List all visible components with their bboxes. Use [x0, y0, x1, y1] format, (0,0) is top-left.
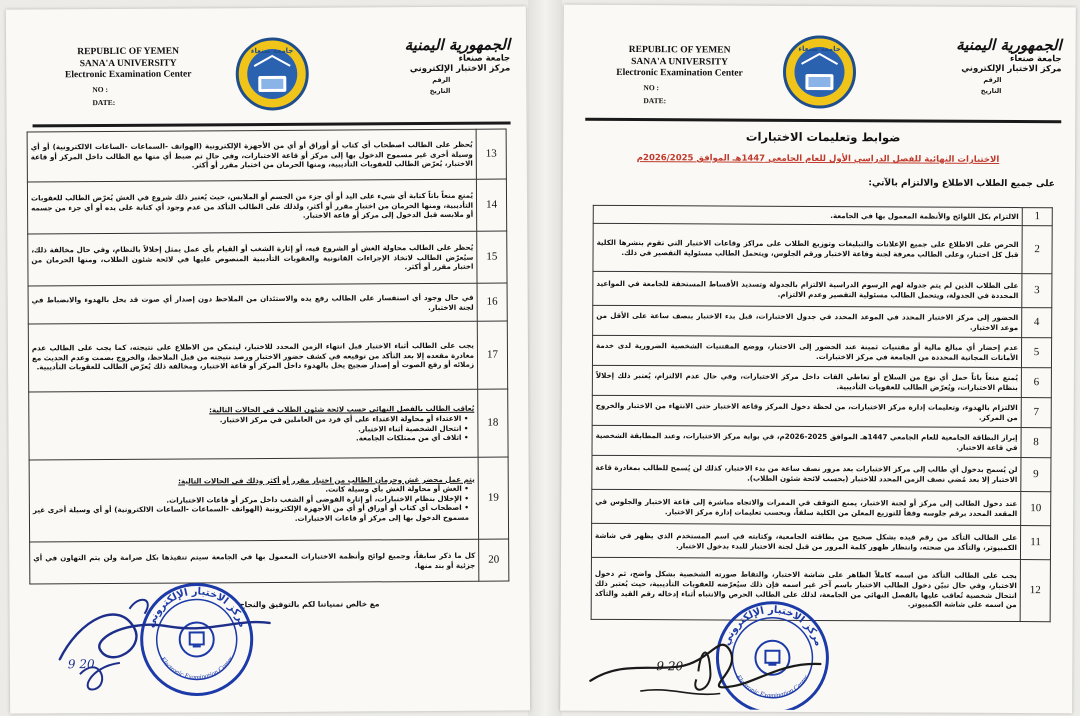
english-header: [609, 45, 749, 107]
rule-number: 8: [1021, 428, 1051, 458]
table-row: [28, 231, 507, 286]
en-center: Electronic Examination Center: [64, 69, 192, 81]
rule-text: إبراز البطاقة الجامعية للعام الجامعي 1447هـ الموافق 2025-2026م، في بوابة مركز الاختبارات، وعند المطابقة الشخصية في قاعة الاختبار.: [592, 425, 1021, 457]
table-row: [593, 271, 1052, 307]
document-title: ضوابط وتعليمات الاختبارات: [745, 129, 901, 145]
table-row: [27, 129, 506, 182]
ar-republic: الجمهورية اليمنية: [956, 35, 1062, 55]
rule-number: 11: [1020, 526, 1050, 560]
ar-number-label: الرقم: [432, 75, 451, 84]
rule-text: لن يُسمح بدخول أي طالب إلى مركز الاختبارات بعد مرور نصف ساعة من بدء الاختبار، كذلك لن يُسمح للطالب بمغادرة قاعة الاختبار إلا بعد مُضي نصف الزمن المحدد للاختبار (بحسب لائحة شئون الطلاب).: [592, 455, 1021, 491]
rule-number: 14: [476, 179, 506, 231]
document-page-right: [560, 5, 1076, 714]
rule-number: 3: [1022, 274, 1052, 308]
rule-number: 9: [1021, 458, 1051, 492]
logo-text: جامعة صنعاء: [798, 44, 841, 54]
list-item: • الإخلال بنظام الاختبارات، أو إثارة الفوضى أو الشغب داخل مركز أو قاعات الاختبارات.: [33, 493, 469, 505]
rule-number: 7: [1021, 398, 1051, 428]
rule-number: 15: [477, 231, 507, 283]
stamp-arabic: مركز الاختبار الإلكتروني: [721, 604, 824, 648]
rule-heading: يُعاقب الطالب بالفصل النهائي حسب لائحة شئون الطلاب في الحالات التالية:: [209, 404, 475, 415]
university-logo: [234, 36, 310, 116]
rule-text: يُحظر على الطالب محاولة الغش أو الشروع فيه، أو إثارة الشغب أو القيام بأي عمل يمثل إخلالاً بالنظام، وفي حال مخالفة ذلك، سيُعرّض الطالب لاتخاذ الإجراءات القانونية والعقوبات التأديبية المنصوص عليها في لائحة شئون الطلاب، ومنها الحرمان من اختبار مقرر أو أكثر.: [28, 231, 477, 286]
rule-text: يجب على الطالب التأكد من اسمه كاملاً الظاهر على شاشة الاختبار، والتقاط صورته الشخصية بشكل واضح، ثم دخول الاختبار، وفي حال تبيّن دخول الطالب الاختبار باسم آخر غير اسمه فإن ذلك سيُعرّضه للعقوبات التأديبية، حيث يُعتبر ذلك انتحال شخصية تُعاقب عليها بالفصل النهائي من الجامعة، لذلك على الطالب الحرص والانتباه أثناء إدخاله رقم القيد والتأكد من اسمه على شاشة الكمبيوتر.: [591, 557, 1020, 621]
closing-text: مع خالص تمنياتنا لكم بالتوفيق والنجاح: [239, 599, 380, 610]
ar-date-label: التاريخ: [429, 86, 451, 96]
list-item: • الاعتداء أو محاولة الاعتداء على أي فرد من العاملين في مركز الاختبار.: [32, 414, 468, 426]
table-row: [592, 395, 1051, 427]
rule-number: 12: [1020, 560, 1050, 622]
table-row: [30, 539, 509, 584]
rule-text: على الطالب التأكد من رقم قيده بشكل صحيح من بطاقته الجامعية، وكتابته في اسم المستخدم الذي يظهر في شاشة الكمبيوتر، والتأكد من صحته، وانتظار ظهور كلمة المرور من قبل لجنة الاختبار للبدء بدخول الاختبار.: [591, 523, 1020, 559]
list-item: • انتحال الشخصية أثناء الاختبار.: [32, 423, 468, 435]
rule-number: 20: [479, 539, 509, 581]
table-row: [28, 283, 507, 324]
table-row: [592, 455, 1051, 491]
ar-center: مركز الاختبار الإلكتروني: [961, 63, 1062, 75]
table-row: [29, 457, 508, 542]
stamp-english: Electronic Examination Center: [158, 655, 235, 682]
rule-number: 4: [1022, 308, 1052, 338]
signature-left: [39, 588, 290, 700]
en-no-label: NO :: [92, 84, 108, 94]
rule-number: 2: [1022, 226, 1052, 274]
list-item: • اتلاف أي من ممتلكات الجامعة.: [32, 433, 468, 445]
rule-text: يجب على الطالب أثناء الاختبار قبل انتهاء الزمن المحدد للاختبار، ليتمكن من الاطلاع على نتيجته، كما يجب على الطالب عدم مغادرة مقعده إلا بعد التأكد من توقيعه في كشف حضور الاختبار ورصد نتيجته من قبل الملاحظ، والخروج بصمت وعدم الحديث مع زملائه أو رفع الصوت أو إصدار ضجيج يخل بالهدوء داخل المركز أو قاعة الاختبار، ومخالفة ذلك يُعرّض الطالب للعقوبات التأديبية.: [28, 321, 477, 392]
header-rule: [585, 118, 1061, 123]
document-subtitle: الاختبارات النهائية للفصل الدراسي الأول للعام الجامعي 1447هـ الموافق 2026/2025م: [636, 153, 1000, 165]
rule-text: الحضور إلى مركز الاختبار المحدد في الموعد المحدد في جدول الاختبارات، قبل بدء الاختبار بنصف ساعة على الأقل من موعد الاختبار.: [593, 305, 1022, 337]
table-row: [29, 389, 508, 460]
en-country: REPUBLIC OF YEMEN: [628, 45, 731, 56]
rule-text: يُحظر على الطالب اصطحاب أي كتاب أو أوراق أو أي من الأجهزة الإلكترونية (الهواتف -السماعات -الساعات الالكترونية) أو أي وسيلة أخرى غير مسموح الدخول بها إلى مركز أو قاعة الاختبارات، وفي حال تم ضبط أي منها مع الطالب داخل المركز أو قاعة الاختبار، يُعرّض الطالب للعقوبات التأديبية، ومنها الحرمان من اختبار مقرر أو أكثر.: [27, 129, 476, 182]
ar-university: جامعة صنعاء: [1010, 54, 1062, 65]
handwritten-date-right: 9 20: [656, 659, 684, 674]
rule-text-list: [29, 389, 478, 460]
rule-text: كل ما ذكر سابقاً، وجميع لوائح وأنظمة الاختبارات المعمول بها في الجامعة سيتم تنفيذها بكل صرامة ولن يتم التهاون في أي جزئية أو بند منها.: [30, 539, 479, 584]
ar-center: مركز الاختبار الإلكتروني: [409, 63, 511, 75]
logo-text: جامعة صنعاء: [250, 46, 294, 56]
en-university: SANA'A UNIVERSITY: [79, 58, 177, 69]
document-note: على جميع الطلاب الاطلاع والالتزام بالآتي:: [868, 178, 1055, 190]
rule-number: 19: [478, 457, 509, 539]
rule-heading: يتم عمل محضر غش وحرمان الطالب من اختبار مقرر أو أكثر وذلك في الحالات التالية:: [178, 474, 475, 486]
page-gap: [528, 0, 562, 716]
rules-table-right: [591, 205, 1053, 622]
stamp-arabic: مركز الاختبار الإلكتروني: [145, 586, 248, 630]
rule-number: 6: [1021, 368, 1051, 398]
rule-list: [33, 484, 475, 525]
table-row: [593, 223, 1052, 273]
university-logo: [781, 34, 857, 114]
en-country: REPUBLIC OF YEMEN: [77, 46, 179, 58]
rule-text: على الطلاب الذين لم يتم جدولة لهم الرسوم الدراسية الالتزام بالجدولة وتسديد الأقساط المستحقة للجامعة في المواعيد المحددة في الجدولة، ويتحمل الطالب مسئولية التقصير وعدم الالتزام.: [593, 271, 1022, 307]
handwritten-date-left: 9 20: [67, 657, 95, 672]
ar-republic: الجمهورية اليمنية: [404, 35, 511, 55]
rule-text: الحرص على الاطلاع على جميع الإعلانات والتبليغات وتوزيع الطلاب على مراكز وقاعات الاختبار التي تقوم بنشرها الكلية قبل كل اختبار، وعلى الطالب معرفة لجنة وقاعة الاختبار ورقم الجلوس، ويتحمل الطالب مسئولية التقصير في ذلك.: [593, 223, 1022, 273]
rule-number: 17: [477, 321, 507, 389]
rule-text-list: [29, 457, 478, 542]
en-no-label: NO :: [643, 82, 660, 92]
ar-number-label: الرقم: [983, 75, 1002, 84]
ar-date-label: التاريخ: [980, 86, 1002, 95]
rule-text: يُمنع منعاً باتاً كتابة أي شيء على اليد أو أي جزء من الجسم أو الملابس، حيث يُعتبر ذلك شروع في الغش يُعرّض الطالب للعقوبات التأديبية، ومنها الحرمان من اختبار مقرر أو أكثر، ولذلك على الطالب التأكد من عدم وجود أي كتابة على يده أو أي جزء من جسمه أو ملابسه قبل الدخول إلى مركز أو قاعة الاختبار.: [27, 179, 476, 234]
table-row: [592, 425, 1051, 457]
rule-number: 16: [477, 283, 507, 321]
rule-text: يُمنع منعاً باتاً حمل أي نوع من السلاح أو تعاطي القات داخل مركز الاختبارات، وفي حال عدم الالتزام، يُعتبر ذلك إخلالاً بنظام الاختبارات، ويُعرّض الطالب للعقوبات التأديبية.: [592, 365, 1021, 397]
rules-table-left: [27, 129, 510, 585]
rule-text: الالتزام بالهدوء، وتعليمات إدارة مركز الاختبارات، من لحظة دخول المركز وقاعة الاختبار حتى الانتهاء من الاختبار والخروج من المركز.: [592, 395, 1021, 427]
rule-list: [32, 414, 474, 445]
en-date-label: DATE:: [643, 96, 667, 106]
table-row: [592, 335, 1051, 367]
rule-number: 5: [1021, 338, 1051, 368]
list-item: • اصطحاب أي كتاب أو أوراق أو أي من الأجهزة الإلكترونية (الهواتف -السماعات -الساعات الالكترونية) أو أي وسيلة أخرى غير مسموح الدخول بها إلى مركز أو قاعات الاختبارات.: [33, 503, 469, 525]
rule-number: 18: [478, 389, 508, 457]
table-row: [593, 205, 1052, 225]
table-row: [28, 321, 507, 392]
rule-number: 1: [1022, 208, 1052, 226]
en-date-label: DATE:: [92, 97, 116, 108]
en-university: SANA'A UNIVERSITY: [631, 56, 729, 68]
signature-right: [580, 611, 840, 708]
rule-text: في حال وجود أي استفسار على الطالب رفع يده والاستئذان من الملاحظ دون إصدار أي صوت قد يخل بالهدوء والانضباط في لجنة الاختبار.: [28, 283, 477, 324]
rule-number: 10: [1021, 492, 1051, 526]
table-row: [593, 305, 1052, 337]
document-page-left: [6, 6, 530, 713]
table-row: [592, 489, 1051, 525]
en-center: Electronic Examination Center: [616, 67, 743, 79]
header-rule: [33, 122, 511, 128]
english-header: [58, 46, 198, 108]
rule-text: عدم إحضار أي مبالغ مالية أو مقتنيات ثمينة عند الحضور إلى الاختبار، ووضع المقتنيات الشخصية الضرورية لدى خدمة الأمانات المجانية المحددة من الجامعة في مركز الاختبارات.: [592, 335, 1021, 367]
rule-number: 13: [476, 129, 506, 179]
ar-university: جامعة صنعاء: [458, 53, 511, 64]
stamp-english: Electronic Examination Center: [734, 673, 811, 700]
table-row: [592, 365, 1051, 397]
table-row: [591, 523, 1050, 559]
rule-text: عند دخول الطالب إلى مركز أو لجنة الاختبار، يمنع التوقف في الممرات والاتجاه مباشرة إلى قاعة الاختبار والجلوس في المقعد المحدد برقم جلوسه وفقاً للتوزيع المعلن من الكلية سلفاً، وبحسب تعليمات إدارة مركز الاختبار.: [592, 489, 1021, 525]
list-item: • الغش أو محاولة الغش بأي وسيلة كانت.: [33, 484, 469, 496]
rule-text: الالتزام بكل اللوائح والأنظمة المعمول بها في الجامعة.: [593, 205, 1022, 225]
arabic-header: [360, 37, 510, 97]
arabic-header: [911, 36, 1061, 96]
table-row: [27, 179, 506, 234]
